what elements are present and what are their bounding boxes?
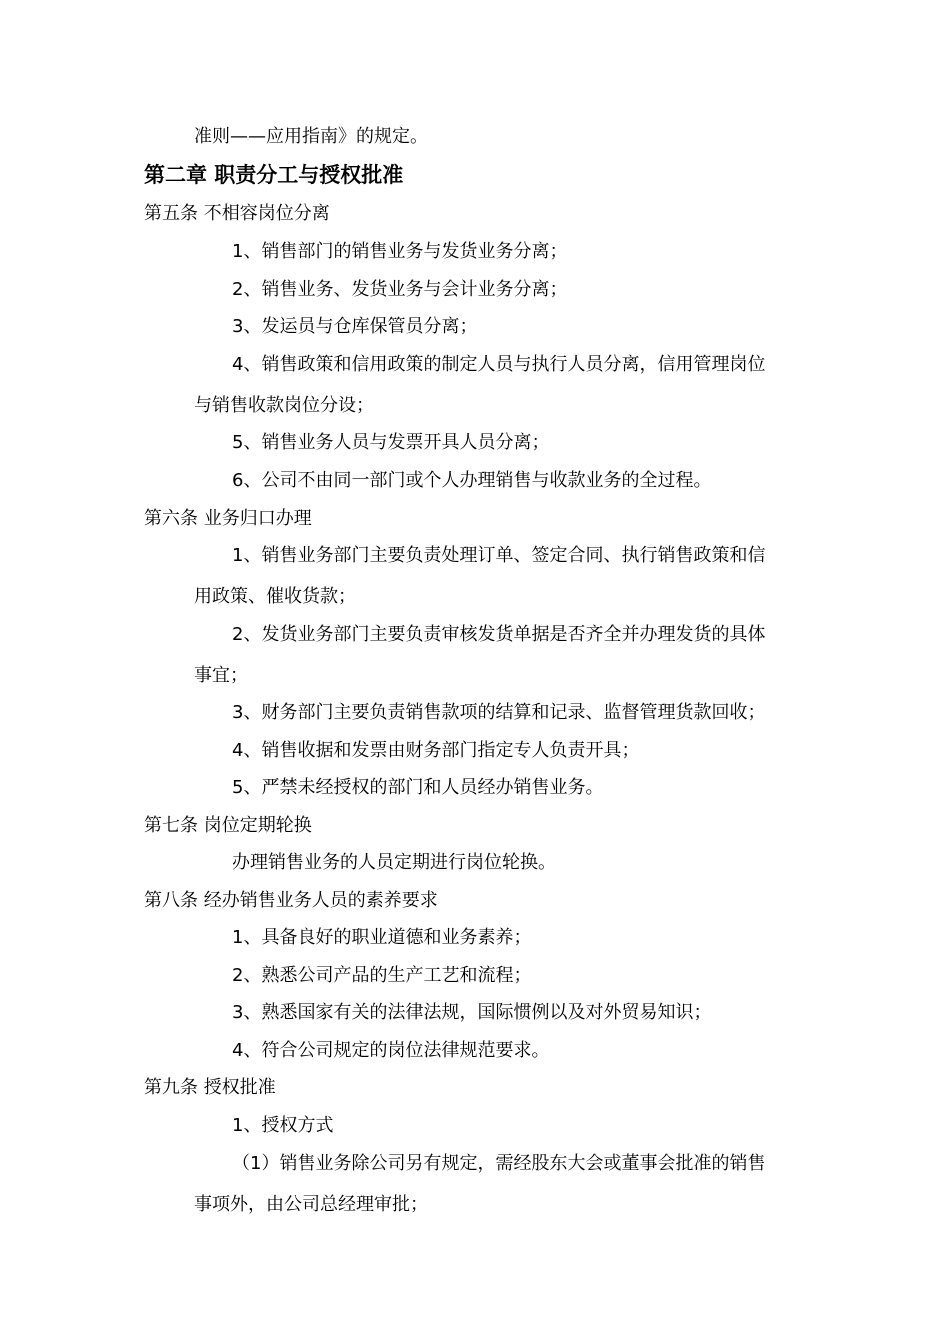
article-heading: 第八条 经办销售业务人员的素养要求 bbox=[144, 890, 438, 911]
list-item: 3、熟悉国家有关的法律法规，国际惯例以及对外贸易知识； bbox=[232, 1002, 712, 1023]
paragraph: 办理销售业务的人员定期进行岗位轮换。 bbox=[232, 852, 556, 873]
list-item: 3、发运员与仓库保管员分离； bbox=[232, 316, 478, 337]
article-heading: 第九条 授权批准 bbox=[144, 1077, 276, 1098]
list-item-continuation: 事宜； bbox=[194, 665, 248, 686]
list-item: 1、销售部门的销售业务与发货业务分离； bbox=[232, 241, 568, 262]
article-heading: 第七条 岗位定期轮换 bbox=[144, 815, 312, 836]
list-item: 6、公司不由同一部门或个人办理销售与收款业务的全过程。 bbox=[232, 470, 712, 491]
list-item: 3、财务部门主要负责销售款项的结算和记录、监督管理货款回收； bbox=[232, 702, 766, 723]
list-item-continuation: 用政策、催收货款； bbox=[194, 586, 356, 607]
list-item: 5、严禁未经授权的部门和人员经办销售业务。 bbox=[232, 777, 604, 798]
article-heading: 第六条 业务归口办理 bbox=[144, 508, 312, 529]
list-item: 4、销售政策和信用政策的制定人员与执行人员分离，信用管理岗位 bbox=[232, 354, 766, 375]
list-item: 1、具备良好的职业道德和业务素养； bbox=[232, 927, 532, 948]
list-item: 1、销售业务部门主要负责处理订单、签定合同、执行销售政策和信 bbox=[232, 545, 766, 566]
list-item: 5、销售业务人员与发票开具人员分离； bbox=[232, 432, 550, 453]
list-item: 2、销售业务、发货业务与会计业务分离； bbox=[232, 279, 568, 300]
list-item: 1、授权方式 bbox=[232, 1115, 334, 1136]
list-item-continuation: 与销售收款岗位分设； bbox=[194, 395, 374, 416]
list-item: 4、销售收据和发票由财务部门指定专人负责开具； bbox=[232, 740, 640, 761]
chapter-heading: 第二章 职责分工与授权批准 bbox=[144, 163, 404, 187]
article-heading: 第五条 不相容岗位分离 bbox=[144, 203, 330, 224]
paragraph-continuation: 准则——应用指南》的规定。 bbox=[194, 126, 428, 147]
list-item-continuation: 事项外，由公司总经理审批； bbox=[194, 1194, 428, 1215]
list-item: （1）销售业务除公司另有规定，需经股东大会或董事会批准的销售 bbox=[232, 1153, 766, 1174]
list-item: 4、符合公司规定的岗位法律规范要求。 bbox=[232, 1040, 550, 1061]
list-item: 2、发货业务部门主要负责审核发货单据是否齐全并办理发货的具体 bbox=[232, 624, 766, 645]
list-item: 2、熟悉公司产品的生产工艺和流程； bbox=[232, 965, 532, 986]
